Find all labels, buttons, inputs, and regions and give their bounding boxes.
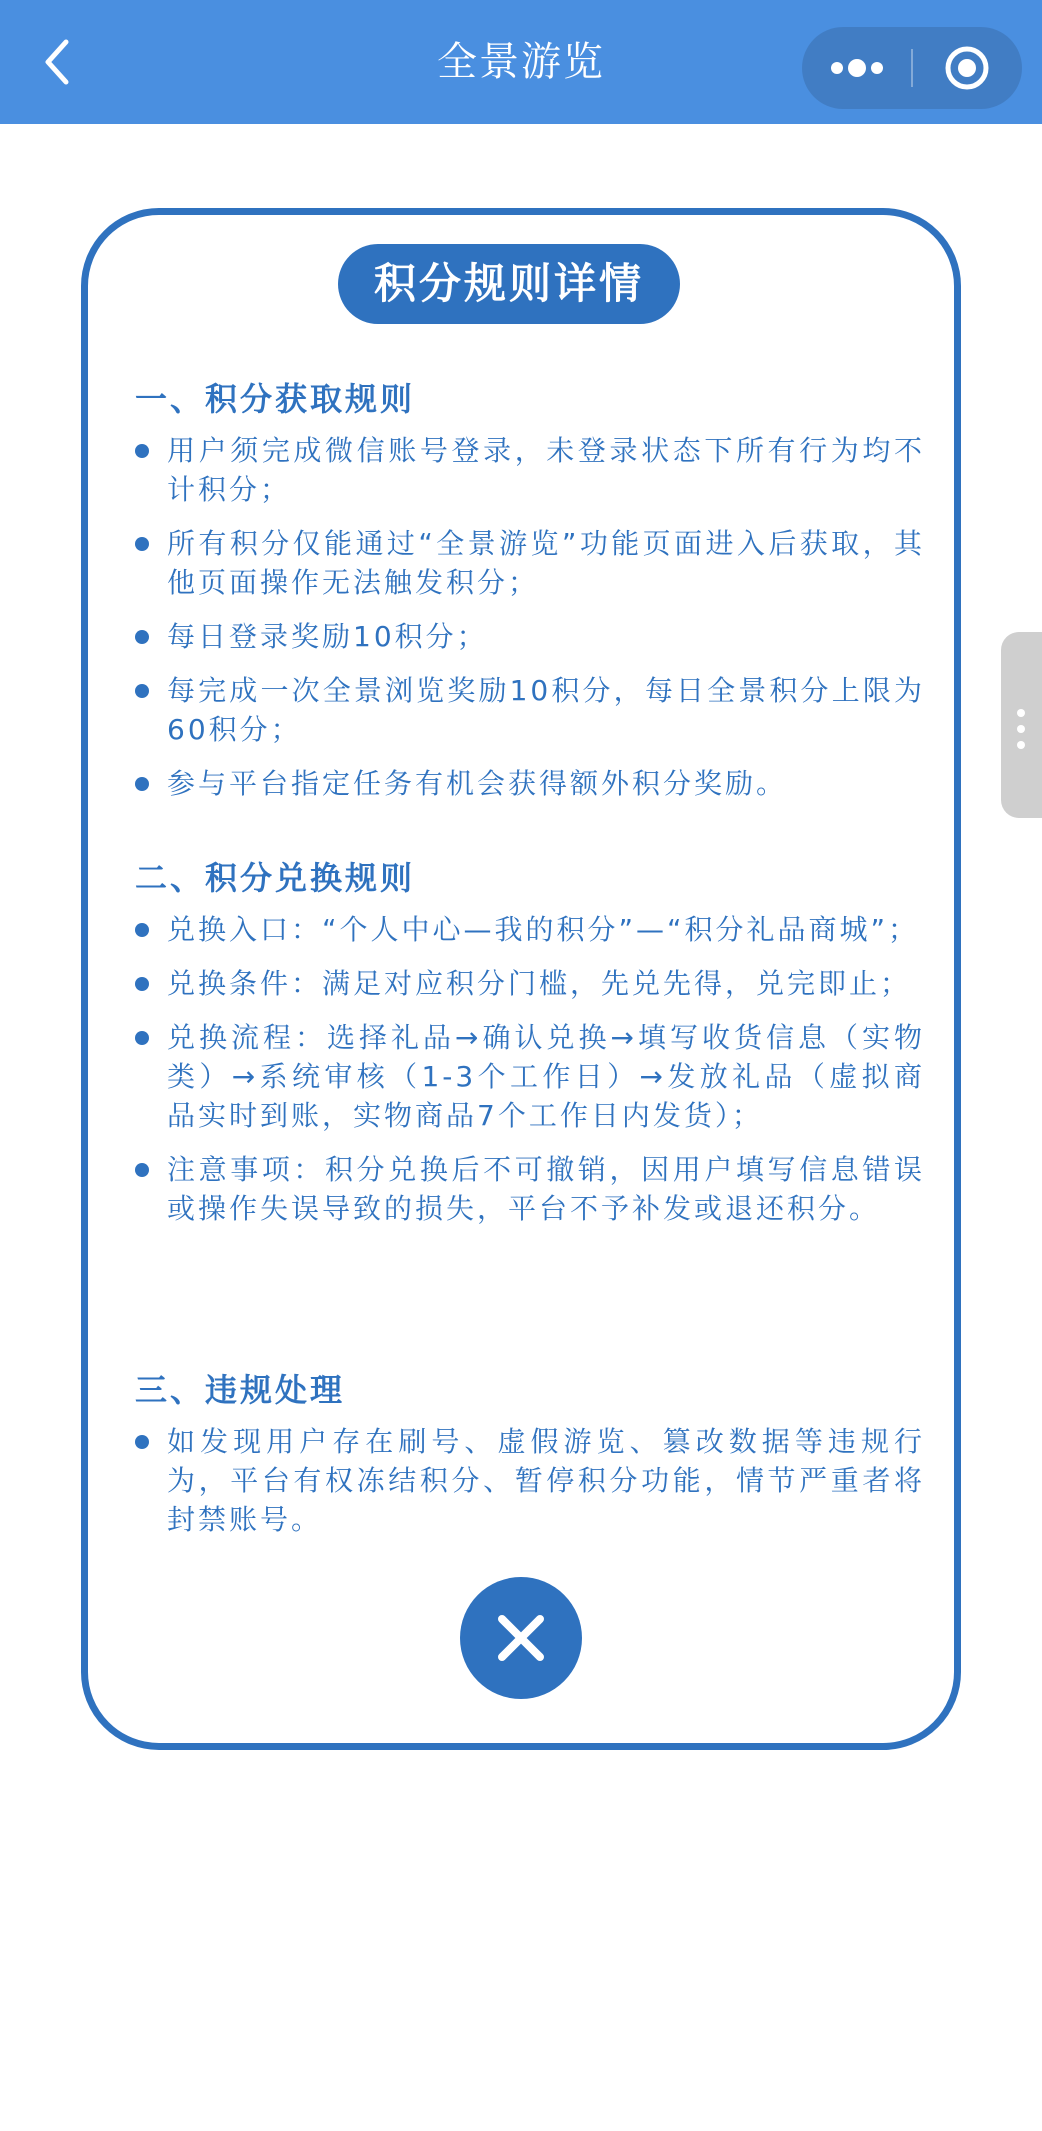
rule-item: 兑换入口：“个人中心—我的积分”—“积分礼品商城”； — [135, 910, 925, 949]
rule-item: 如发现用户存在刷号、虚假游览、篡改数据等违规行为，平台有权冻结积分、暂停积分功能，情节严重者将封禁账号。 — [135, 1422, 925, 1539]
more-dots-icon — [802, 27, 912, 109]
rule-item: 每完成一次全景浏览奖励10积分，每日全景积分上限为60积分； — [135, 671, 925, 749]
close-icon — [460, 1577, 582, 1699]
page-title: 全景游览 — [437, 39, 605, 85]
rule-item: 每日登录奖励10积分； — [135, 617, 925, 656]
points-rules-dialog — [81, 208, 961, 1750]
dialog-title: 积分规则详情 — [338, 244, 680, 324]
rule-item: 所有积分仅能通过“全景游览”功能页面进入后获取，其他页面操作无法触发积分； — [135, 524, 925, 602]
navigation-bar — [0, 0, 1042, 124]
vertical-dots-icon — [1017, 709, 1025, 717]
rule-item: 参与平台指定任务有机会获得额外积分奖励。 — [135, 764, 925, 803]
section-redeem-rules — [135, 856, 925, 1243]
close-miniprogram-button[interactable] — [912, 27, 1022, 109]
rule-item: 兑换流程：选择礼品→确认兑换→填写收货信息（实物类）→系统审核（1-3个工作日）→发放礼品（虚拟商品实时到账，实物商品7个工作日内发货）； — [135, 1018, 925, 1135]
rule-item: 兑换条件：满足对应积分门槛，先兑先得，兑完即止； — [135, 964, 925, 1003]
section-violation — [135, 1368, 925, 1554]
section-heading: 二、积分兑换规则 — [135, 859, 416, 897]
side-drawer-handle[interactable] — [1001, 632, 1042, 818]
rule-item: 用户须完成微信账号登录，未登录状态下所有行为均不计积分； — [135, 431, 925, 509]
close-button[interactable] — [460, 1577, 582, 1699]
section-heading: 一、积分获取规则 — [135, 380, 416, 418]
more-button[interactable] — [802, 27, 912, 109]
section-heading: 三、违规处理 — [135, 1371, 346, 1409]
handle-dot — [1017, 725, 1025, 733]
handle-dot — [1017, 741, 1025, 749]
section-earn-rules — [135, 377, 925, 818]
rule-item: 注意事项：积分兑换后不可撤销，因用户填写信息错误或操作失误导致的损失，平台不予补发或退还积分。 — [135, 1150, 925, 1228]
target-circle-icon — [912, 27, 1022, 109]
menu-capsule — [802, 27, 1022, 109]
